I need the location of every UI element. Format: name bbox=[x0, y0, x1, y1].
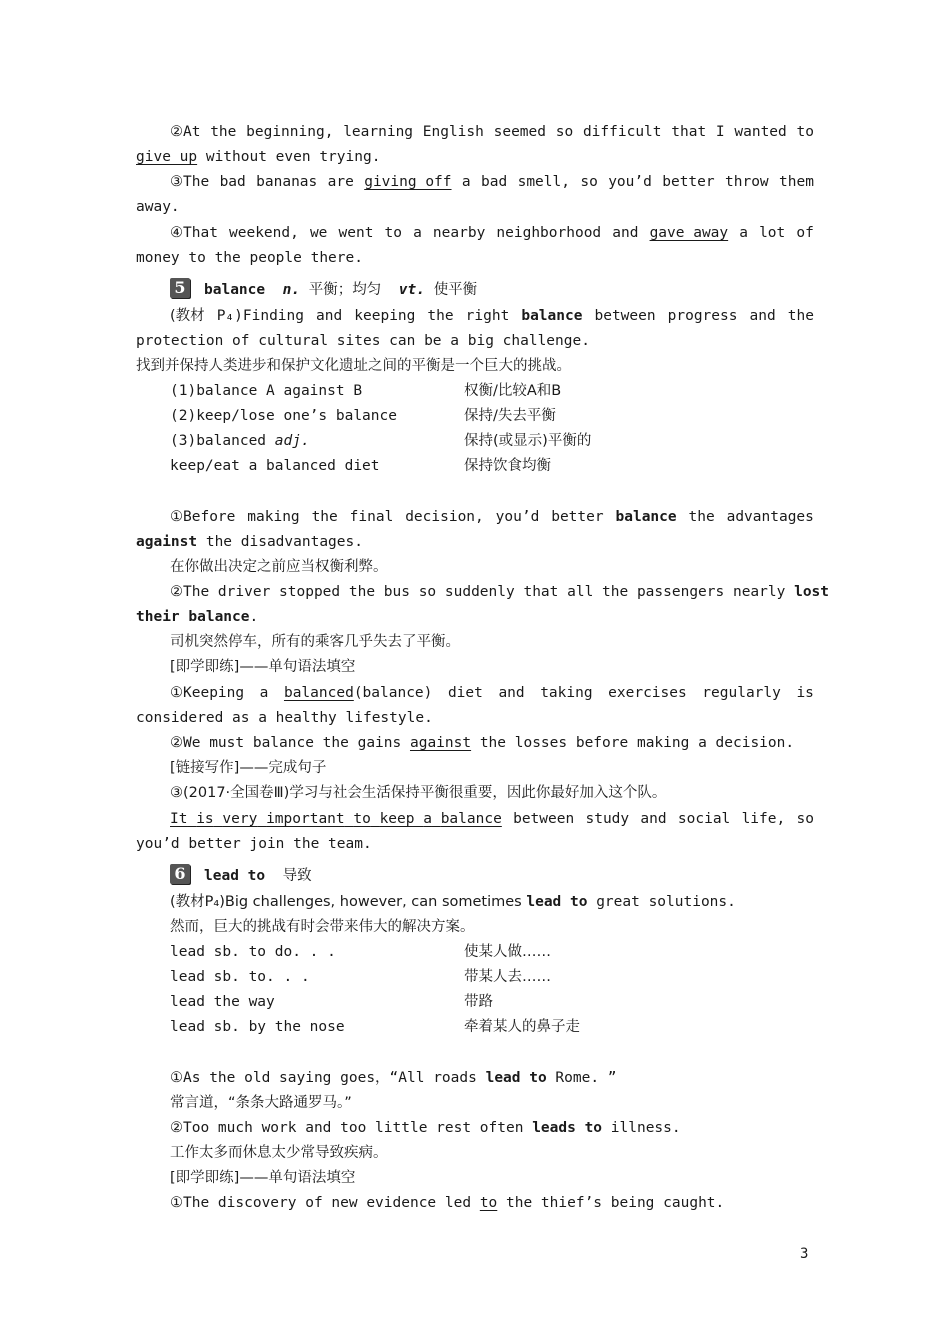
word: a bbox=[461, 174, 471, 190]
word: exercises bbox=[608, 685, 687, 701]
word: so bbox=[555, 124, 574, 140]
word: lot bbox=[759, 225, 786, 241]
word: very bbox=[222, 811, 258, 827]
headword: lead to bbox=[204, 868, 266, 884]
word: better bbox=[662, 174, 715, 190]
exercise-heading: [即学即练]——单句语法填空 bbox=[170, 1170, 356, 1186]
phrase-row bbox=[170, 379, 814, 404]
exercise-heading: [即学即练]——单句语法填空 bbox=[170, 659, 356, 675]
text: illness. bbox=[602, 1120, 681, 1136]
word: beginning, bbox=[246, 124, 334, 140]
word: diet bbox=[447, 685, 483, 701]
keyword: leads to bbox=[532, 1120, 603, 1136]
page-number: 3 bbox=[800, 1246, 809, 1262]
answer-blank bbox=[170, 807, 502, 832]
word: the bbox=[427, 308, 454, 324]
word: to bbox=[353, 811, 371, 827]
word: balance bbox=[440, 811, 502, 827]
word: P₄)Finding bbox=[216, 308, 305, 324]
word: between bbox=[594, 308, 656, 324]
word: is bbox=[796, 685, 814, 701]
word: a bbox=[413, 225, 422, 241]
word: of bbox=[796, 225, 814, 241]
phrase-meaning: 保持/失去平衡 bbox=[464, 408, 556, 424]
text-line: money to the people there. bbox=[136, 250, 363, 266]
text: ①The discovery of new evidence led bbox=[170, 1195, 480, 1211]
word: the bbox=[688, 509, 715, 525]
word: difficult bbox=[582, 124, 662, 140]
word: so bbox=[796, 811, 814, 827]
text-line bbox=[170, 580, 830, 605]
word: smell, bbox=[517, 174, 570, 190]
word: It bbox=[170, 811, 188, 827]
word: wanted bbox=[734, 124, 787, 140]
translation: 工作太多而休息太少常导致疾病。 bbox=[170, 1145, 388, 1161]
phrase-row bbox=[170, 990, 814, 1015]
word: life, bbox=[741, 811, 786, 827]
word: nearby bbox=[432, 225, 486, 241]
phrase: lead sb. to. . . bbox=[170, 969, 310, 985]
word: and bbox=[316, 308, 343, 324]
phrase-meaning: 使某人做…… bbox=[464, 944, 551, 960]
headword: balance bbox=[204, 282, 266, 298]
translation: 然而，巨大的挑战有时会带来伟大的解决方案。 bbox=[170, 919, 475, 935]
word: ③The bbox=[170, 174, 210, 190]
part-of-speech: adj. bbox=[274, 433, 310, 449]
word: ①Keeping bbox=[170, 685, 245, 701]
text-line bbox=[136, 145, 814, 170]
word: a bbox=[259, 685, 269, 701]
word: seemed bbox=[493, 124, 546, 140]
text-line bbox=[170, 1066, 814, 1091]
part-of-speech: n. bbox=[282, 282, 301, 298]
word: right bbox=[465, 308, 510, 324]
text: . bbox=[249, 609, 259, 625]
word: (教材 bbox=[170, 308, 205, 324]
phrase: (2)keep/lose one’s balance bbox=[170, 408, 397, 424]
phrase-row bbox=[170, 429, 814, 454]
word: the bbox=[787, 308, 814, 324]
text-line: protection of cultural sites can be a big challenge. bbox=[136, 333, 590, 349]
word: better bbox=[551, 509, 604, 525]
text: ②Too much work and too little rest often bbox=[170, 1120, 533, 1136]
text: (教材P₄)Big challenges, however, can sometimes bbox=[170, 894, 527, 910]
phrase-meaning: 保持饮食均衡 bbox=[464, 458, 551, 474]
word: is bbox=[196, 811, 214, 827]
text-line bbox=[170, 505, 814, 530]
word: the bbox=[311, 509, 338, 525]
text-line bbox=[136, 530, 814, 555]
answer-blank: gave away bbox=[649, 225, 729, 241]
phrase-meaning: 带某人去…… bbox=[464, 969, 551, 985]
word: making bbox=[247, 509, 300, 525]
word: you’d bbox=[608, 174, 652, 190]
word: to bbox=[384, 225, 402, 241]
word: taking bbox=[540, 685, 593, 701]
text-line bbox=[170, 170, 814, 195]
word: a bbox=[423, 811, 432, 827]
answer-blank: balanced bbox=[283, 685, 354, 701]
word: important bbox=[266, 811, 345, 827]
translation: 司机突然停车，所有的乘客几乎失去了平衡。 bbox=[170, 634, 460, 650]
answer-blank: against bbox=[409, 735, 472, 751]
word: regularly bbox=[702, 685, 781, 701]
word: that bbox=[671, 124, 707, 140]
text-line bbox=[170, 304, 814, 329]
text-line bbox=[136, 605, 814, 630]
word: and bbox=[640, 811, 667, 827]
phrase-row bbox=[170, 940, 814, 965]
phrase-row bbox=[170, 454, 814, 479]
word: bad bbox=[219, 174, 246, 190]
phrase: lead the way bbox=[170, 994, 275, 1010]
text: without even trying. bbox=[197, 149, 381, 165]
text: ①As the old saying goes，“All roads bbox=[170, 1070, 486, 1086]
text: Rome. ” bbox=[546, 1070, 617, 1086]
text-line bbox=[170, 807, 814, 832]
text-line: you’d better join the team. bbox=[136, 836, 372, 852]
word: we bbox=[309, 225, 328, 241]
section-number-badge: 6 bbox=[170, 864, 190, 884]
word: social bbox=[677, 811, 731, 827]
text-line bbox=[170, 681, 814, 706]
word: neighborhood bbox=[496, 225, 602, 241]
text-line bbox=[170, 890, 814, 915]
word: (balance) bbox=[353, 685, 433, 701]
text: the thief’s being caught. bbox=[497, 1195, 725, 1211]
phrase-row bbox=[170, 1015, 814, 1040]
meaning: 使平衡 bbox=[433, 282, 478, 298]
section-number-badge: 5 bbox=[170, 278, 190, 298]
word: learning bbox=[343, 124, 414, 140]
keyword: lost bbox=[794, 584, 830, 600]
word: ④That bbox=[170, 225, 218, 241]
text: ②We must balance the gains bbox=[170, 735, 410, 751]
phrase-row bbox=[170, 404, 814, 429]
phrase: keep/eat a balanced diet bbox=[170, 458, 380, 474]
phrase: lead sb. to do. . . bbox=[170, 944, 336, 960]
word: you’d bbox=[495, 509, 540, 525]
part-of-speech: vt. bbox=[398, 282, 425, 298]
word: are bbox=[327, 174, 354, 190]
word: advantages bbox=[726, 509, 814, 525]
word: ②At bbox=[170, 124, 201, 140]
word: bad bbox=[481, 174, 508, 190]
answer-blank: to bbox=[479, 1195, 498, 1211]
text: ②The driver stopped the bus so suddenly that all the passengers nearly bbox=[170, 584, 795, 600]
word: weekend, bbox=[229, 225, 299, 241]
text: great solutions. bbox=[587, 894, 736, 910]
word: progress bbox=[667, 308, 738, 324]
text-line bbox=[170, 731, 814, 756]
text: the disadvantages. bbox=[197, 534, 363, 550]
word: and bbox=[498, 685, 525, 701]
text-line bbox=[170, 221, 814, 246]
word: study bbox=[585, 811, 630, 827]
word: ①Before bbox=[170, 509, 236, 525]
text-line bbox=[170, 120, 814, 145]
word: bananas bbox=[256, 174, 318, 190]
word: between bbox=[513, 811, 575, 827]
word: a bbox=[739, 225, 748, 241]
phrase-meaning: 保持(或显示)平衡的 bbox=[464, 433, 592, 449]
answer-blank: give up bbox=[136, 149, 198, 165]
translation: 常言道，“条条大路通罗马。” bbox=[170, 1095, 352, 1111]
word: and bbox=[612, 225, 639, 241]
word: the bbox=[210, 124, 237, 140]
phrase-meaning: 带路 bbox=[464, 994, 493, 1010]
meaning: 平衡；均匀 bbox=[308, 282, 382, 298]
keyword: balance bbox=[615, 509, 677, 525]
exercise-heading: [链接写作]——完成句子 bbox=[170, 760, 327, 776]
text-line: considered as a healthy lifestyle. bbox=[136, 710, 433, 726]
keyword: lead to bbox=[485, 1070, 547, 1086]
word: I bbox=[715, 124, 725, 140]
section-heading bbox=[170, 864, 814, 889]
word: to bbox=[796, 124, 814, 140]
exercise-prompt: ③(2017·全国卷Ⅲ)学习与社会生活保持平衡很重要，因此你最好加入这个队。 bbox=[170, 785, 667, 801]
section-heading bbox=[170, 278, 814, 303]
keyword: their balance bbox=[136, 609, 250, 625]
translation: 找到并保持人类进步和保护文化遗址之间的平衡是一个巨大的挑战。 bbox=[136, 358, 571, 374]
keyword: against bbox=[136, 534, 198, 550]
word: keep bbox=[379, 811, 415, 827]
word: final bbox=[349, 509, 394, 525]
phrase-row bbox=[170, 965, 814, 990]
phrase-meaning: 权衡/比较A和B bbox=[464, 383, 562, 399]
word: decision, bbox=[405, 509, 484, 525]
word: keeping bbox=[354, 308, 416, 324]
keyword: lead to bbox=[526, 894, 588, 910]
translation: 在你做出决定之前应当权衡利弊。 bbox=[170, 559, 388, 575]
phrase: (3)balanced bbox=[170, 433, 275, 449]
phrase: (1)balance A against B bbox=[170, 383, 363, 399]
phrase-meaning: 牵着某人的鼻子走 bbox=[464, 1019, 580, 1035]
text-line bbox=[170, 1191, 814, 1216]
keyword: balance bbox=[521, 308, 583, 324]
word: English bbox=[422, 124, 484, 140]
word: so bbox=[580, 174, 598, 190]
text-line bbox=[170, 1116, 814, 1141]
text: the losses before making a decision. bbox=[471, 735, 795, 751]
word: and bbox=[749, 308, 776, 324]
phrase: lead sb. by the nose bbox=[170, 1019, 345, 1035]
word: them bbox=[779, 174, 814, 190]
text-line: away. bbox=[136, 199, 180, 215]
answer-blank: giving off bbox=[364, 174, 452, 190]
word: throw bbox=[725, 174, 769, 190]
word: went bbox=[338, 225, 374, 241]
meaning: 导致 bbox=[282, 868, 312, 884]
